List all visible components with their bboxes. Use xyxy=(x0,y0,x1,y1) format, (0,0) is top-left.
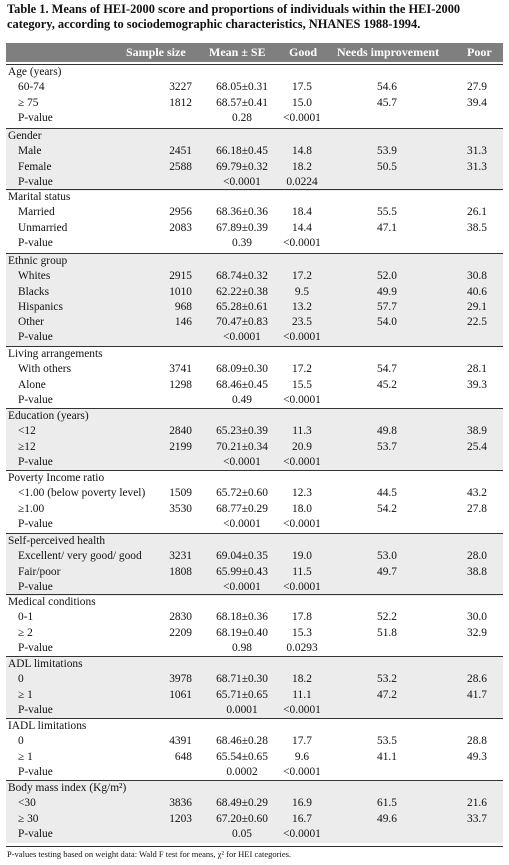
table-row xyxy=(6,315,503,330)
row-label: P-value xyxy=(18,455,53,468)
table-row xyxy=(6,330,503,345)
sample-size-cell: 1010 xyxy=(169,285,192,298)
section-header-row xyxy=(6,719,503,734)
good-cell: 15.5 xyxy=(292,378,312,391)
row-label: 0 xyxy=(18,673,24,686)
needs-improvement-cell: 45.7 xyxy=(377,96,397,109)
table-row xyxy=(6,285,503,300)
row-label: ≥12 xyxy=(18,440,36,453)
mean-se-cell: 68.19±0.40 xyxy=(216,626,268,639)
row-label: P-value xyxy=(18,517,53,530)
row-label: Blacks xyxy=(18,285,50,298)
good-cell: 9.6 xyxy=(294,750,310,763)
mean-se-cell: <0.0001 xyxy=(223,455,261,468)
section-label: ADL limitations xyxy=(8,658,83,670)
table-row xyxy=(6,827,503,842)
table-row xyxy=(6,626,503,641)
header-poor: Poor xyxy=(467,45,492,59)
needs-improvement-cell: 49.9 xyxy=(377,285,397,298)
table-section xyxy=(6,128,503,191)
good-cell: 16.7 xyxy=(292,812,312,825)
good-cell: 14.4 xyxy=(292,221,312,234)
table-row xyxy=(6,205,503,220)
table-row xyxy=(6,549,503,564)
table-row xyxy=(6,300,503,315)
row-label: P-value xyxy=(18,641,53,654)
poor-cell: 28.6 xyxy=(467,673,487,686)
good-cell: 11.1 xyxy=(292,688,312,701)
table-section xyxy=(6,408,503,471)
table-bottom-rule xyxy=(6,846,503,847)
mean-se-cell: 0.0001 xyxy=(226,703,258,716)
sample-size-cell: 3227 xyxy=(169,81,192,94)
sample-size-cell: 2915 xyxy=(169,270,192,283)
section-label: Living arrangements xyxy=(8,348,103,360)
table-row xyxy=(6,672,503,687)
row-label: 0-1 xyxy=(18,611,34,624)
needs-improvement-cell: 49.8 xyxy=(377,425,397,438)
poor-cell: 25.4 xyxy=(467,440,487,453)
poor-cell: 28.8 xyxy=(467,735,487,748)
poor-cell: 28.1 xyxy=(467,363,487,376)
table-section xyxy=(6,253,503,347)
good-cell: <0.0001 xyxy=(283,393,321,406)
row-label: Female xyxy=(18,160,52,173)
table-section xyxy=(6,533,503,596)
good-cell: 18.4 xyxy=(292,206,312,219)
needs-improvement-cell: 53.5 xyxy=(377,735,397,748)
sample-size-cell: 1061 xyxy=(169,688,192,701)
table-row xyxy=(6,580,503,595)
mean-se-cell: 0.28 xyxy=(232,111,252,124)
table-row xyxy=(6,750,503,765)
row-label: Fair/poor xyxy=(18,565,61,578)
table-row xyxy=(6,424,503,439)
table-section xyxy=(6,470,503,533)
needs-improvement-cell: 47.1 xyxy=(377,221,397,234)
table-row xyxy=(6,517,503,532)
needs-improvement-cell: 53.7 xyxy=(377,440,397,453)
mean-se-cell: 65.72±0.60 xyxy=(216,487,268,500)
poor-cell: 41.7 xyxy=(467,688,487,701)
section-label: Gender xyxy=(8,130,42,142)
mean-se-cell: 67.89±0.39 xyxy=(216,221,268,234)
needs-improvement-cell: 54.6 xyxy=(377,81,397,94)
sample-size-cell: 2199 xyxy=(169,440,192,453)
good-cell: <0.0001 xyxy=(283,111,321,124)
row-label: <30 xyxy=(18,797,36,810)
poor-cell: 38.8 xyxy=(467,565,487,578)
sample-size-cell: 648 xyxy=(174,750,192,763)
table-row xyxy=(6,765,503,780)
needs-improvement-cell: 52.0 xyxy=(377,270,397,283)
header-mean-se: Mean ± SE xyxy=(209,45,266,59)
row-label: Male xyxy=(18,145,42,158)
sample-size-cell: 2083 xyxy=(169,221,192,234)
sample-size-cell: 1203 xyxy=(169,812,192,825)
good-cell: 9.5 xyxy=(294,285,310,298)
section-header-row xyxy=(6,65,503,80)
needs-improvement-cell: 54.7 xyxy=(377,363,397,376)
table-row xyxy=(6,378,503,393)
table-row xyxy=(6,236,503,251)
poor-cell: 21.6 xyxy=(467,797,487,810)
mean-se-cell: 68.46±0.45 xyxy=(216,378,268,391)
needs-improvement-cell: 55.5 xyxy=(377,206,397,219)
poor-cell: 33.7 xyxy=(467,812,487,825)
row-label: Unmarried xyxy=(18,221,68,234)
poor-cell: 40.6 xyxy=(467,285,487,298)
table-row xyxy=(6,502,503,517)
poor-cell: 27.9 xyxy=(467,81,487,94)
mean-se-cell: 66.18±0.45 xyxy=(216,145,268,158)
row-label: <1.00 (below poverty level) xyxy=(18,487,146,500)
good-cell: 20.9 xyxy=(292,440,312,453)
good-cell: <0.0001 xyxy=(283,517,321,530)
mean-se-cell: 0.05 xyxy=(232,827,252,840)
row-label: P-value xyxy=(18,393,53,406)
section-label: Ethnic group xyxy=(8,255,68,267)
poor-cell: 28.0 xyxy=(467,550,487,563)
section-label: Education (years) xyxy=(8,410,89,422)
mean-se-cell: 65.54±0.65 xyxy=(216,750,268,763)
good-cell: <0.0001 xyxy=(283,236,321,249)
section-header-row xyxy=(6,347,503,362)
poor-cell: 29.1 xyxy=(467,300,487,313)
sample-size-cell: 968 xyxy=(174,300,192,313)
mean-se-cell: 69.04±0.35 xyxy=(216,550,268,563)
mean-se-cell: 68.36±0.36 xyxy=(216,206,268,219)
table-footnote: P-values testing based on weight data: Wald F test for means, χ² for HEI categories. xyxy=(7,849,292,859)
needs-improvement-cell: 53.0 xyxy=(377,550,397,563)
mean-se-cell: <0.0001 xyxy=(223,331,261,344)
mean-se-cell: 65.28±0.61 xyxy=(216,300,268,313)
poor-cell: 31.3 xyxy=(467,145,487,158)
poor-cell: 26.1 xyxy=(467,206,487,219)
good-cell: 0.0224 xyxy=(286,175,318,188)
sample-size-cell: 2830 xyxy=(169,611,192,624)
needs-improvement-cell: 53.2 xyxy=(377,673,397,686)
row-label: ≥ 2 xyxy=(18,626,33,639)
mean-se-cell: 62.22±0.38 xyxy=(216,285,268,298)
poor-cell: 31.3 xyxy=(467,160,487,173)
good-cell: 18.2 xyxy=(292,160,312,173)
needs-improvement-cell: 49.6 xyxy=(377,812,397,825)
good-cell: 15.3 xyxy=(292,626,312,639)
sample-size-cell: 2840 xyxy=(169,425,192,438)
sample-size-cell: 146 xyxy=(174,316,192,329)
section-header-row xyxy=(6,595,503,610)
good-cell: 17.7 xyxy=(292,735,312,748)
poor-cell: 30.8 xyxy=(467,270,487,283)
mean-se-cell: 68.77±0.29 xyxy=(216,502,268,515)
poor-cell: 30.0 xyxy=(467,611,487,624)
good-cell: 16.9 xyxy=(292,797,312,810)
needs-improvement-cell: 54.0 xyxy=(377,316,397,329)
sample-size-cell: 1808 xyxy=(169,565,192,578)
good-cell: <0.0001 xyxy=(283,827,321,840)
poor-cell: 49.3 xyxy=(467,750,487,763)
table-row xyxy=(6,111,503,126)
table-row xyxy=(6,565,503,580)
poor-cell: 39.4 xyxy=(467,96,487,109)
table-row xyxy=(6,641,503,656)
table-row xyxy=(6,610,503,625)
row-label: <12 xyxy=(18,425,36,438)
table-section xyxy=(6,656,503,719)
row-label: P-value xyxy=(18,580,53,593)
good-cell: 17.8 xyxy=(292,611,312,624)
row-label: Whites xyxy=(18,270,51,283)
table-header xyxy=(6,43,503,62)
header-good: Good xyxy=(289,45,318,59)
mean-se-cell: 0.39 xyxy=(232,236,252,249)
good-cell: <0.0001 xyxy=(283,703,321,716)
section-header-row xyxy=(6,129,503,144)
section-label: Poverty Income ratio xyxy=(8,472,105,484)
section-label: Body mass index (Kg/m²) xyxy=(8,782,127,794)
good-cell: 17.2 xyxy=(292,363,312,376)
needs-improvement-cell: 52.2 xyxy=(377,611,397,624)
table-row xyxy=(6,734,503,749)
sample-size-cell: 2451 xyxy=(169,145,192,158)
good-cell: <0.0001 xyxy=(283,765,321,778)
mean-se-cell: 70.21±0.34 xyxy=(216,440,268,453)
section-header-row xyxy=(6,471,503,486)
table-section xyxy=(6,189,503,252)
section-header-row xyxy=(6,190,503,205)
good-cell: <0.0001 xyxy=(283,455,321,468)
good-cell: 18.0 xyxy=(292,502,312,515)
poor-cell: 38.9 xyxy=(467,425,487,438)
table-row xyxy=(6,393,503,408)
table-section xyxy=(6,718,503,781)
mean-se-cell: 65.71±0.65 xyxy=(216,688,268,701)
table-section xyxy=(6,64,503,127)
poor-cell: 39.3 xyxy=(467,378,487,391)
row-label: 60-74 xyxy=(18,81,45,94)
section-header-row xyxy=(6,781,503,796)
needs-improvement-cell: 45.2 xyxy=(377,378,397,391)
mean-se-cell: 69.79±0.32 xyxy=(216,160,268,173)
good-cell: 13.2 xyxy=(292,300,312,313)
good-cell: 15.0 xyxy=(292,96,312,109)
needs-improvement-cell: 50.5 xyxy=(377,160,397,173)
good-cell: 17.2 xyxy=(292,270,312,283)
sample-size-cell: 4391 xyxy=(169,735,192,748)
mean-se-cell: 68.46±0.28 xyxy=(216,735,268,748)
good-cell: 11.5 xyxy=(292,565,312,578)
needs-improvement-cell: 61.5 xyxy=(377,797,397,810)
mean-se-cell: 68.09±0.30 xyxy=(216,363,268,376)
table-row xyxy=(6,486,503,501)
mean-se-cell: 68.18±0.36 xyxy=(216,611,268,624)
table-row xyxy=(6,440,503,455)
header-needs-improvement: Needs improvement xyxy=(337,45,440,59)
poor-cell: 22.5 xyxy=(467,316,487,329)
section-label: Marital status xyxy=(8,191,71,203)
row-label: Married xyxy=(18,206,55,219)
mean-se-cell: 68.05±0.31 xyxy=(216,81,268,94)
poor-cell: 32.9 xyxy=(467,626,487,639)
table-row xyxy=(6,175,503,190)
good-cell: 18.2 xyxy=(292,673,312,686)
sample-size-cell: 1509 xyxy=(169,487,192,500)
row-label: P-value xyxy=(18,111,53,124)
mean-se-cell: 0.98 xyxy=(232,641,252,654)
row-label: P-value xyxy=(18,175,53,188)
row-label: With others xyxy=(18,363,72,376)
mean-se-cell: 65.23±0.39 xyxy=(216,425,268,438)
needs-improvement-cell: 57.7 xyxy=(377,300,397,313)
section-header-row xyxy=(6,657,503,672)
table-title: Table 1. Means of HEI-2000 score and proportions of individuals within the HEI-2000 category, according to sociodemographic characteristics, NHANES 1988-1994. xyxy=(7,2,461,31)
good-cell: <0.0001 xyxy=(283,580,321,593)
row-label: P-value xyxy=(18,331,53,344)
good-cell: 11.3 xyxy=(292,425,312,438)
row-label: Hispanics xyxy=(18,300,63,313)
mean-se-cell: <0.0001 xyxy=(223,580,261,593)
sample-size-cell: 3978 xyxy=(169,673,192,686)
good-cell: 12.3 xyxy=(292,487,312,500)
needs-improvement-cell: 49.7 xyxy=(377,565,397,578)
row-label: P-value xyxy=(18,703,53,716)
mean-se-cell: <0.0001 xyxy=(223,517,261,530)
mean-se-cell: 67.20±0.60 xyxy=(216,812,268,825)
mean-se-cell: 68.49±0.29 xyxy=(216,797,268,810)
good-cell: 17.5 xyxy=(292,81,312,94)
poor-cell: 27.8 xyxy=(467,502,487,515)
table-row xyxy=(6,362,503,377)
poor-cell: 38.5 xyxy=(467,221,487,234)
sample-size-cell: 2209 xyxy=(169,626,192,639)
needs-improvement-cell: 53.9 xyxy=(377,145,397,158)
row-label: 0 xyxy=(18,735,24,748)
section-header-row xyxy=(6,534,503,549)
row-label: Excellent/ very good/ good xyxy=(18,550,142,563)
mean-se-cell: 0.49 xyxy=(232,393,252,406)
row-label: ≥1.00 xyxy=(18,502,45,515)
sample-size-cell: 2588 xyxy=(169,160,192,173)
sample-size-cell: 3741 xyxy=(169,363,192,376)
row-label: ≥ 1 xyxy=(18,688,33,701)
sample-size-cell: 2956 xyxy=(169,206,192,219)
row-label: P-value xyxy=(18,827,53,840)
section-label: Self-perceived health xyxy=(8,535,106,547)
mean-se-cell: 70.47±0.83 xyxy=(216,316,268,329)
sample-size-cell: 3231 xyxy=(169,550,192,563)
mean-se-cell: <0.0001 xyxy=(223,175,261,188)
good-cell: 14.8 xyxy=(292,145,312,158)
mean-se-cell: 68.57±0.41 xyxy=(216,96,268,109)
section-label: IADL limitations xyxy=(8,720,87,732)
mean-se-cell: 68.74±0.32 xyxy=(216,270,268,283)
table-row xyxy=(6,80,503,95)
row-label: ≥ 30 xyxy=(18,812,39,825)
row-label: Alone xyxy=(18,378,46,391)
header-sample-size: Sample size xyxy=(126,45,186,59)
row-label: ≥ 1 xyxy=(18,750,33,763)
row-label: P-value xyxy=(18,765,53,778)
poor-cell: 43.2 xyxy=(467,487,487,500)
table-row xyxy=(6,703,503,718)
section-header-row xyxy=(6,409,503,424)
table-row xyxy=(6,812,503,827)
row-label: ≥ 75 xyxy=(18,96,39,109)
table-section xyxy=(6,594,503,657)
table-row xyxy=(6,455,503,470)
good-cell: <0.0001 xyxy=(283,331,321,344)
table-row xyxy=(6,221,503,236)
sample-size-cell: 1298 xyxy=(169,378,192,391)
needs-improvement-cell: 54.2 xyxy=(377,502,397,515)
table-row xyxy=(6,269,503,284)
mean-se-cell: 0.0002 xyxy=(226,765,258,778)
sample-size-cell: 1812 xyxy=(169,96,192,109)
good-cell: 0.0293 xyxy=(286,641,318,654)
sample-size-cell: 3530 xyxy=(169,502,192,515)
table-row xyxy=(6,796,503,811)
table-section xyxy=(6,346,503,409)
table-row xyxy=(6,688,503,703)
mean-se-cell: 68.71±0.30 xyxy=(216,673,268,686)
section-label: Age (years) xyxy=(8,66,62,78)
good-cell: 19.0 xyxy=(292,550,312,563)
mean-se-cell: 65.99±0.43 xyxy=(216,565,268,578)
table-row xyxy=(6,144,503,159)
sample-size-cell: 3836 xyxy=(169,797,192,810)
good-cell: 23.5 xyxy=(292,316,312,329)
row-label: P-value xyxy=(18,236,53,249)
needs-improvement-cell: 44.5 xyxy=(377,487,397,500)
section-header-row xyxy=(6,254,503,269)
table-row xyxy=(6,96,503,111)
needs-improvement-cell: 51.8 xyxy=(377,626,397,639)
table-row xyxy=(6,160,503,175)
needs-improvement-cell: 47.2 xyxy=(377,688,397,701)
table-section xyxy=(6,780,503,843)
section-label: Medical conditions xyxy=(8,596,96,608)
needs-improvement-cell: 41.1 xyxy=(377,750,397,763)
row-label: Other xyxy=(18,316,44,329)
